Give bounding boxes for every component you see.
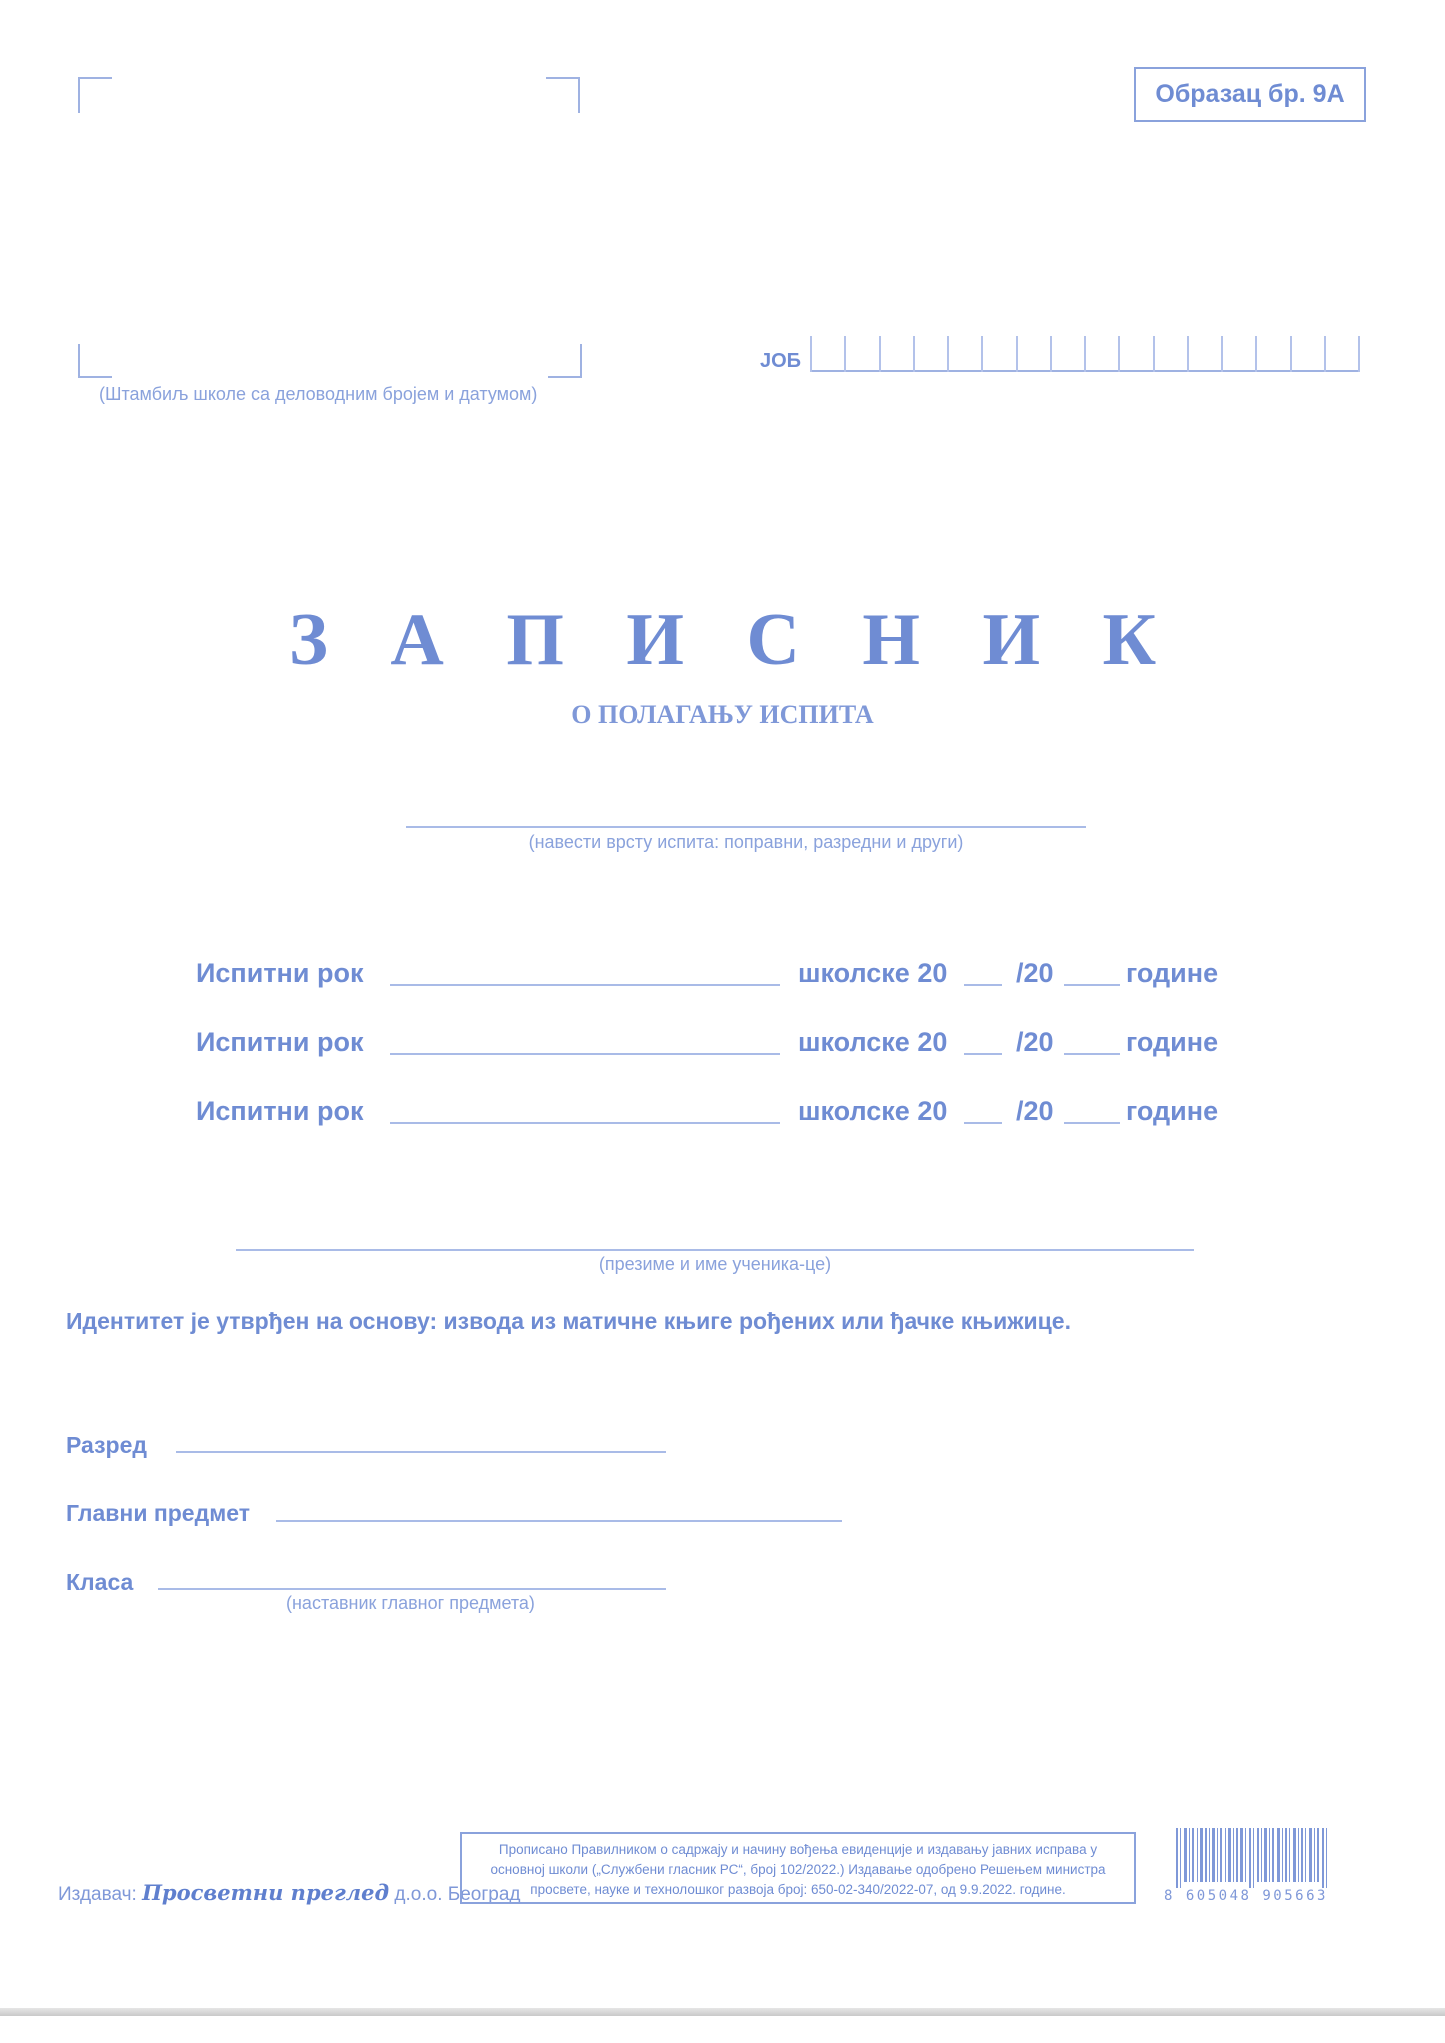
exam-period-line[interactable] <box>390 984 780 986</box>
stamp-caption: (Штамбиљ школе са деловодним бројем и датумом) <box>99 384 538 404</box>
class-label: Класа <box>66 1569 134 1595</box>
job-label: ЈОБ <box>760 350 802 372</box>
year-end-line[interactable] <box>1064 1122 1120 1124</box>
job-digit-cell[interactable] <box>810 336 844 372</box>
year-word-label: године <box>1126 958 1219 988</box>
legal-notice-box <box>460 1832 1136 1904</box>
year-word-label: године <box>1126 1027 1219 1057</box>
job-digit-cell[interactable] <box>1324 336 1360 372</box>
publisher-info <box>58 1880 521 1906</box>
school-year-label: школске 20 <box>798 1096 948 1126</box>
job-digit-cell[interactable] <box>1187 336 1221 372</box>
school-year-label: школске 20 <box>798 1027 948 1057</box>
stamp-corner-top-right <box>546 77 580 113</box>
page-bottom-edge <box>0 2008 1445 2016</box>
identity-statement: Идентитет је утврђен на основу: извода из матичне књиге рођених или ђачке књижице. <box>66 1308 1071 1334</box>
class-line[interactable] <box>158 1588 666 1590</box>
school-year-label: школске 20 <box>798 958 948 988</box>
year-end-line[interactable] <box>1064 984 1120 986</box>
student-name-caption: (презиме и име ученика-це) <box>598 1254 832 1274</box>
job-digit-cell[interactable] <box>1050 336 1084 372</box>
exam-period-label: Испитни рок <box>196 1027 364 1057</box>
job-digit-cell[interactable] <box>1016 336 1050 372</box>
job-digit-cell[interactable] <box>1084 336 1118 372</box>
exam-period-line[interactable] <box>390 1122 780 1124</box>
job-digit-cell[interactable] <box>947 336 981 372</box>
barcode-icon <box>1176 1828 1334 1888</box>
job-digit-cell[interactable] <box>913 336 947 372</box>
publisher-suffix: д.о.о. Београд <box>394 1884 521 1905</box>
main-subject-line[interactable] <box>276 1520 842 1522</box>
job-digit-cell[interactable] <box>1255 336 1289 372</box>
student-name-line[interactable] <box>236 1249 1194 1251</box>
exam-type-caption: (навести врсту испита: поправни, разредни и други) <box>528 832 964 852</box>
exam-period-label: Испитни рок <box>196 958 364 988</box>
year-start-line[interactable] <box>964 984 1002 986</box>
year-slash-label: /20 <box>1016 958 1054 988</box>
exam-period-line[interactable] <box>390 1053 780 1055</box>
form-number: Образац бр. 9А <box>1155 80 1345 108</box>
form-number-box <box>1134 67 1366 122</box>
year-end-line[interactable] <box>1064 1053 1120 1055</box>
main-subject-label: Главни предмет <box>66 1500 250 1526</box>
job-digit-cell[interactable] <box>1153 336 1187 372</box>
grade-line[interactable] <box>176 1451 666 1453</box>
job-digit-cell[interactable] <box>1221 336 1255 372</box>
grade-label: Разред <box>66 1432 147 1458</box>
barcode-digits: 8 605048 905663 <box>1164 1888 1328 1904</box>
job-digit-cell[interactable] <box>1290 336 1324 372</box>
publisher-logo: Просветни преглед <box>142 1880 390 1905</box>
document-subtitle: О ПОЛАГАЊУ ИСПИТА <box>571 700 874 729</box>
stamp-corner-bottom-right <box>548 344 582 378</box>
publisher-prefix: Издавач: <box>58 1884 137 1905</box>
document-title: З А П И С Н И К <box>288 599 1179 681</box>
year-word-label: године <box>1126 1096 1219 1126</box>
exam-period-label: Испитни рок <box>196 1096 364 1126</box>
job-digit-cell[interactable] <box>844 336 878 372</box>
job-input-boxes[interactable] <box>810 336 1360 372</box>
job-digit-cell[interactable] <box>879 336 913 372</box>
year-start-line[interactable] <box>964 1053 1002 1055</box>
year-start-line[interactable] <box>964 1122 1002 1124</box>
legal-notice-text: Прописано Правилником о садржају и начину вођења евиденције и издавању јавних исправа у основној школи („Службени гласник РС“, број 102/2022.) Издавање одобрено Решењем министра просвете, науке и технолошког развоја број: 650-02-340/2022-07, од 9.9.2022. године. <box>490 1842 1106 1897</box>
year-slash-label: /20 <box>1016 1096 1054 1126</box>
teacher-caption: (наставник главног предмета) <box>286 1593 535 1613</box>
job-digit-cell[interactable] <box>981 336 1015 372</box>
job-digit-cell[interactable] <box>1118 336 1152 372</box>
stamp-corner-top-left <box>78 77 112 113</box>
year-slash-label: /20 <box>1016 1027 1054 1057</box>
stamp-corner-bottom-left <box>78 344 112 378</box>
exam-type-line[interactable] <box>406 826 1086 828</box>
